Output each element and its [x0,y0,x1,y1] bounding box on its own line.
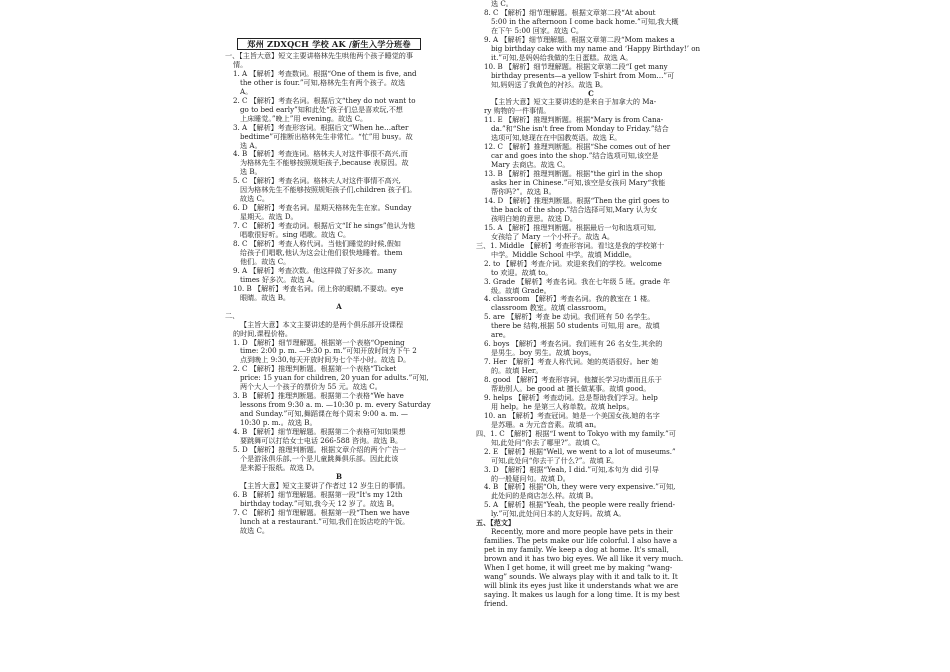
text-line: 眼睛。故选 B。 [240,293,291,302]
text-line: 的。故填 Her。 [491,367,543,376]
text-line: friend. [484,599,508,608]
text-line: 15. A 【解析】推理判断题。根据最后一句和选项可知, [484,223,657,232]
text-line: classroom 教室。故填 classroom。 [491,304,611,313]
text-line: 星期天。故选 D。 [240,213,298,222]
text-line: 5:00 in the afternoon I come back home.”可知,我大概 [491,17,679,26]
text-line: price: 15 yuan for children, 20 yuan for adults.”可知, [240,374,429,383]
text-line: 9. A 【解析】考查次数。他这样做了好多次。many [233,266,397,275]
text-line: 二、 [225,311,240,320]
text-line: the back of the shop.”结合选择可知,Mary 认为女 [491,205,658,214]
text-line: 四、1. C 【解析】根据“I went to Tokyo with my family.”可 [476,429,676,438]
text-line: Mary 去商店。故选 C。 [491,161,570,170]
text-line: big birthday cake with my name and ‘Happy Birthday!’ on [491,44,701,53]
text-line: 4. B 【解析】细节理解题。根据第二个表格可知如果想 [233,428,406,437]
text-line: 4. classroom 【解析】考查名词。我的教室在 1 楼。 [484,295,655,304]
text-line: pet in my family. We keep a dog at home. It's small, [484,546,669,555]
text-line: asks her in Chinese.”可知,该空是女孩问 Mary“我能 [491,179,666,188]
text-line: 是来源于报纸。故选 D。 [240,463,319,472]
text-line: 7. C 【解析】细节理解题。根据第一段“Then we have [233,508,410,517]
text-line: there be 结构,根据 50 students 可知,用 are。故填 [491,322,660,331]
text-line: 帮你吗?”。故选 B。 [491,188,556,197]
text-line: 12. C 【解析】推理判断题。根据“She comes out of her [484,143,671,152]
text-line: 此处问的是商店怎么样。故填 B。 [491,492,598,501]
exam-title-box [237,38,421,50]
text-line: 中学。Middle School 中学。故填 Middle。 [491,250,636,259]
text-line: 两个大人一个孩子的票价为 55 元。故选 C。 [240,383,382,392]
text-line: 点到晚上 9:30,每天开放时间为七个半小时。故选 D。 [240,356,411,365]
text-line: 的时间,课程价格。 [233,329,293,338]
text-line: da.”和“She isn't free from Monday to Friday.”结合 [491,125,669,134]
text-line: birthday today.”可知,我今天 12 岁了。故选 B。 [240,499,399,508]
text-line: are。 [491,331,510,340]
text-line: 1. D 【解析】细节理解题。根据第一个表格“Opening [233,338,405,347]
text-line: 8. C 【解析】考查人称代词。当他们睡觉的时候,假如 [233,240,401,249]
text-line: 个是游泳俱乐部,一个是儿童跳舞俱乐部。因此此该 [240,454,399,463]
text-line: 情。 [233,60,248,69]
text-line: 选 A。 [240,141,262,150]
text-line: 帮助别人。be good at 擅长做某事。故填 good。 [491,384,651,393]
text-line: 为格林先生不能够按照规矩孩子,because 表原因。故 [240,159,409,168]
text-line: A。 [240,87,253,96]
text-line: 可知,此处问“你去干了什么?”。故填 E。 [491,456,619,465]
text-line: lunch at a restaurant.”可知,我们在饭店吃的午饭。 [240,517,410,526]
text-line: ry 购物的一件事情。 [484,107,551,116]
text-line: 要跳舞可以打给女士电话 266-588 咨询。故选 B。 [240,436,403,445]
text-line: 的一般疑问句。故填 D。 [491,474,570,483]
text-line: 他们。故选 C。 [240,257,291,266]
text-line: 3. B 【解析】推理判断题。根据第二个表格“We have [233,392,404,401]
text-line: brown and it has two big eyes. We all like it very much. [484,555,684,564]
text-line: C [588,88,594,98]
text-line: 【主旨大意】短文主要讲述的是来自于加拿大的 Ma- [491,98,657,107]
text-line: 5. are 【解析】考查 be 动词。我们班有 50 名学生。 [484,313,655,322]
text-line: 5. D 【解析】推理判断题。根据文章介绍的两个广告一 [233,445,407,454]
text-line: 3. Grade 【解析】考查名词。我在七年级 5 班。grade 年 [484,277,671,286]
exam-title: 郑州 ZDXQCH 学校 AK /新生入学分班卷 [247,39,411,49]
text-line: 4. B 【解析】考查连词。格林夫人对这件事很不高兴,而 [233,150,408,159]
text-line: it.”可知,是妈妈给我做的生日蛋糕。故选 A。 [491,53,633,62]
text-line: 故选 C。 [240,526,269,535]
text-line: A [336,301,342,311]
text-line: 13. B 【解析】推理判断题。根据“the girl in the shop [484,170,663,179]
text-line: birthday presents—a yellow T-shirt from Mom…”可 [491,71,675,80]
text-line: 孩明白她的意思。故选 D。 [491,214,577,223]
text-line: lessons from 9:30 a. m. —10:30 p. m. every Saturday [240,401,431,410]
text-line: 因为格林先生不能够按照规矩孩子们,children 孩子们。 [240,186,417,195]
text-line: 知,妈妈送了我黄色的衬衫。故选 B。 [491,80,608,89]
text-line: 8. C 【解析】细节理解题。根据文章第二段“At about [484,8,656,17]
text-line: 3. A 【解析】考查形容词。根据后文“When he…after [233,123,409,132]
text-line: 女孩给了 Mary 一个小杯子。故选 A。 [491,232,614,241]
text-line: 7. Her 【解析】考查人称代词。她的英语很好。her 她 [484,358,659,367]
text-line: car and goes into the shop.”结合选项可知,该空是 [491,152,659,161]
text-line: 选 B。 [240,168,262,177]
text-line: 故选 C。 [240,195,269,204]
text-line: wang” sounds. We always play with it and talk to it. It [484,573,678,581]
text-line: families. The pets make our life colorful. I also have a [484,537,678,546]
text-line: 9. A 【解析】细节理解题。根据文章第二段“Mom makes a [484,35,675,44]
text-line: 唱歌很好听。sing 唱歌。故选 C。 [240,231,351,240]
text-line: 6. D 【解析】考查名词。星期天格林先生在家。Sunday [233,204,412,213]
text-line: When I get home, it will greet me by making “wang- [484,564,673,573]
text-line: 4. B 【解析】根据“Oh, they were very expensive.”可知, [484,483,676,492]
text-line: Recently, more and more people have pets in their [491,528,673,537]
text-line: 2. E 【解析】根据“Well, we went to a lot of museums.” [484,447,676,456]
text-line: 级。故填 Grade。 [491,286,551,295]
text-line: 用 help。he 是第三人称单数。故填 helps。 [491,402,634,411]
text-line: 在下午 5:00 回家。故选 C。 [491,26,583,35]
text-line: B [336,471,342,481]
text-line: 给孩子们唱歌,他认为这会让他们很快地睡着。them [240,248,403,257]
text-line: 上床睡觉。”晚上”用 evening。故选 C。 [240,114,368,123]
right-column [476,0,706,609]
text-line: 选项可知,她现在在中国教英语。故选 E。 [491,134,622,143]
text-line: go to bed early”知和此处“孩子们总是喜欢玩,不想 [240,105,403,114]
text-line: 14. D 【解析】推理判断题。根据“Then the girl goes to [484,196,670,205]
text-line: 三、1. Middle 【解析】考查形容词。看!这是我的学校第十 [476,241,665,250]
text-line: the other is four.”可知,格林先生有两个孩子。故选 [240,78,406,87]
text-line: time: 2:00 p. m. —9:30 p. m.”可知开放时间为下午 2 [240,347,417,356]
text-line: 8. good 【解析】考查形容词。他擅长学习功课而且乐于 [484,376,662,385]
text-line: 5. C 【解析】考查名词。格林夫人对这件事情不高兴, [233,177,401,186]
text-line: 11. E 【解析】推理判断题。根据“Mary is from Cana- [484,116,664,125]
text-line: 选 C。 [491,0,513,8]
text-line: 【主旨大意】短文主要讲了作者过 12 岁生日的事情。 [240,481,410,490]
text-line: 2. C 【解析】推理判断题。根据第一个表格“Ticket [233,365,397,374]
left-column [225,0,453,535]
text-line: to 欢迎。故填 to。 [491,268,553,277]
text-line: 6. boys 【解析】考查名词。我们班有 26 名女生,其余的 [484,340,663,349]
text-line: 10:30 p. m.。故选 B。 [240,419,317,428]
text-line: will blink its eyes just like it understands what we are [484,581,679,590]
text-line: 10. B 【解析】考查名词。闭上你的眼睛,不要动。eye [233,284,404,293]
text-line: 10. an 【解析】考查冠词。她是一个美国女孩,她的名字 [484,411,660,420]
text-line: 五、【范文】 [476,519,516,528]
text-line: 3. D 【解析】根据“Yeah, I did.”可知,本句为 did 引导 [484,465,659,474]
text-line: 是苏珊。a 为元音音素。故填 an。 [491,420,601,429]
text-line: 1. A 【解析】考查数词。根据“One of them is five, and [233,69,417,78]
text-line: 5. A 【解析】根据“Yeah, the people were really friend- [484,501,676,510]
text-line: 【主旨大意】本文主要讲述的是两个俱乐部开设课程 [240,320,404,329]
text-line: 9. helps 【解析】考查动词。总是帮助我们学习。help [484,393,658,402]
text-line: 7. C 【解析】考查动词。根据后文“If he sings”他认为他 [233,222,415,231]
text-line: times 好多次。故选 A。 [240,275,319,284]
text-line: ly.”可知,此处问日本的人友好吗。故填 A。 [491,510,626,519]
text-line: bedtime”可推断出格林先生非常忙。“忙”用 busy。故 [240,132,413,141]
text-line: 10. B 【解析】细节理解题。根据文章第二段“I get many [484,62,668,71]
text-line: 2. to 【解析】考查介词。欢迎来我们的学校。welcome [484,259,662,268]
text-line: saying. It makes us laugh for a long time. It is my best [484,590,680,599]
text-line: 一、【主旨大意】短文主要讲格林先生哄他两个孩子睡觉的事 [225,52,413,60]
text-line: 2. C 【解析】考查名词。根据后文“they do not want to [233,96,416,105]
text-line: 知,此处问“你去了哪里?”。故填 C。 [491,438,605,447]
text-line: 是男生。boy 男生。故填 boys。 [491,349,596,358]
text-line: and Sunday.”可知,舞蹈课在每个周末 9:00 a. m. — [240,410,409,419]
text-line: 6. B 【解析】细节理解题。根据第一段“It's my 12th [233,490,403,499]
